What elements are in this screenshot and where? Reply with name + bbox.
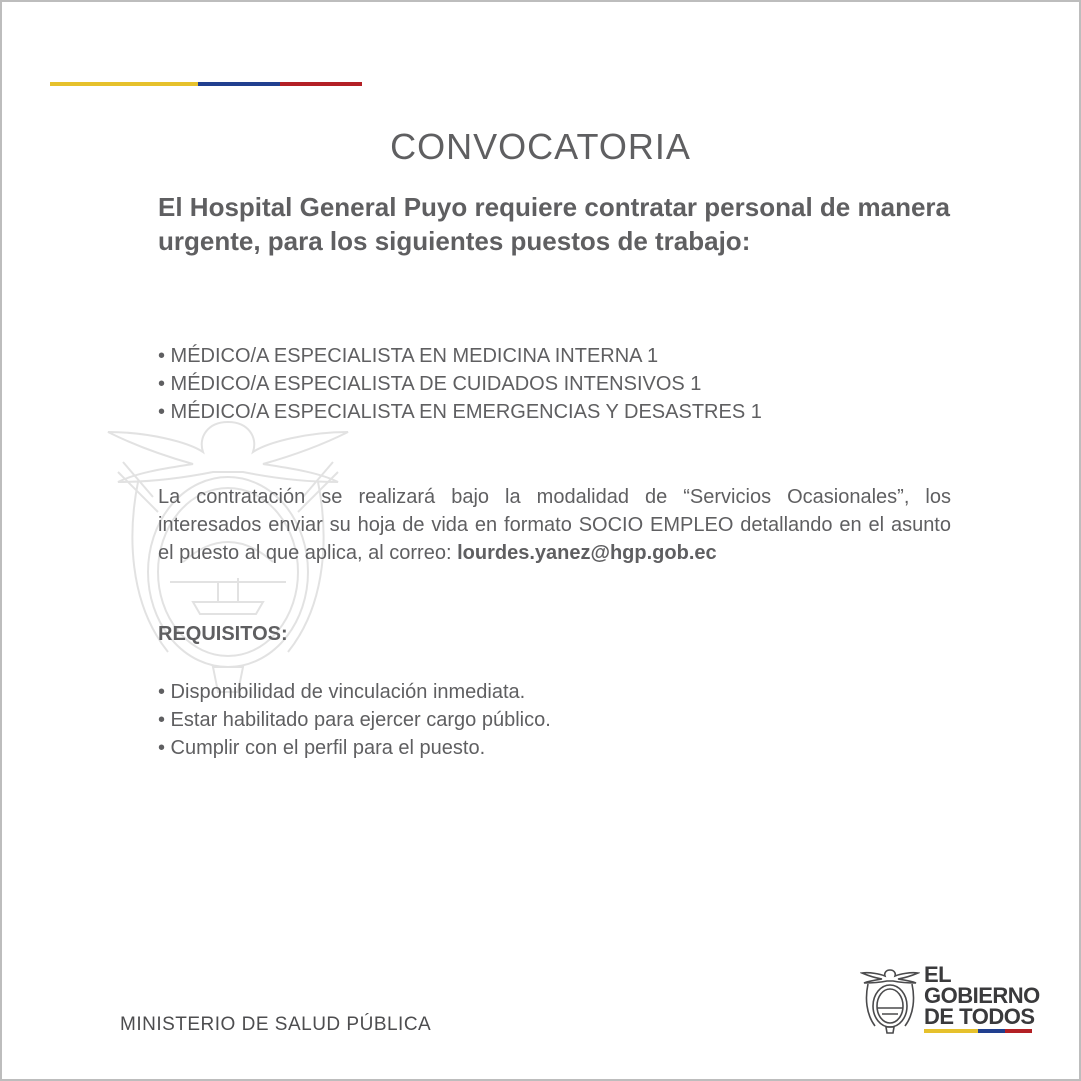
list-item: • MÉDICO/A ESPECIALISTA EN MEDICINA INTERNA 1 [158,345,659,367]
government-wordmark: EL GOBIERNO DE TODOS [924,962,1040,1029]
page-title: CONVOCATORIA [390,126,691,167]
positions-list [158,342,958,426]
requirements-heading: REQUISITOS: [158,623,288,645]
list-item: • Disponibilidad de vinculación inmediata. [158,681,526,703]
list-item: • Cumplir con el perfil para el puesto. [158,737,486,759]
list-item: • Estar habilitado para ejercer cargo público. [158,709,551,731]
contract-text: La contratación se realizará bajo la modalidad de “Servicios Ocasionales”, los interesados enviar su hoja de vida en formato SOCIO EMPLEO detallando en el asunto el puesto al que aplica, al correo: [158,486,951,564]
ministry-name: MINISTERIO DE SALUD PÚBLICA [120,1014,432,1035]
list-item: • MÉDICO/A ESPECIALISTA EN EMERGENCIAS Y DESASTRES 1 [158,401,762,423]
intro-paragraph: El Hospital General Puyo requiere contratar personal de manera urgente, para los siguientes puestos de trabajo: [158,192,950,256]
coat-of-arms-icon [860,966,920,1034]
contract-paragraph [158,483,951,567]
logo-color-bar [924,1029,1032,1033]
government-logo [860,964,1040,1038]
requirements-list [158,678,958,762]
flag-color-bar [50,82,362,86]
contact-email[interactable]: lourdes.yanez@hgp.gob.ec [457,542,717,564]
list-item: • MÉDICO/A ESPECIALISTA DE CUIDADOS INTENSIVOS 1 [158,373,702,395]
